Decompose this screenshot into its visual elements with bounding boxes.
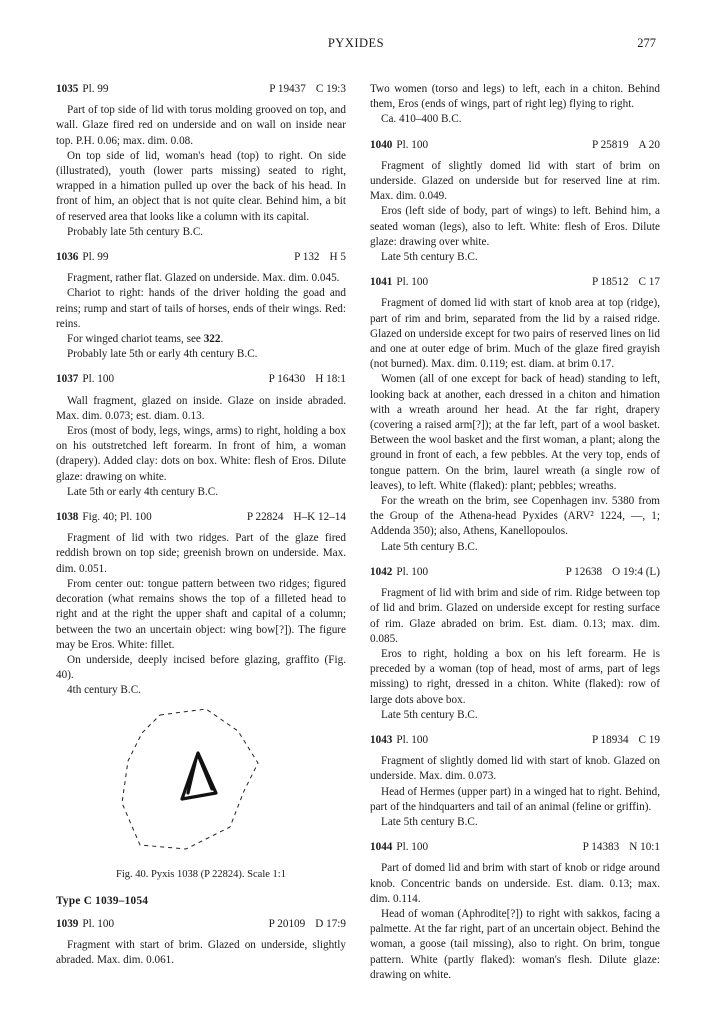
entry-paragraph (56, 332, 346, 347)
entry-date: Late 5th century B.C. (381, 540, 478, 553)
grid-ref: H 18:1 (315, 373, 346, 386)
catalogue-entry-1036 (56, 250, 346, 362)
entry-paragraph: Fragment of slightly domed lid with start of brim on underside. Glazed on underside but for reserved line at rim. Max. dim. 0.049. (370, 159, 660, 203)
entry-paragraph: Eros to right, holding a box on his left forearm. He is preceded by a woman (top of head, most of arms, part of legs missing) to right, dressed in a chiton. White (flaked): row of large dots above box. (370, 647, 660, 706)
entry-paragraph: Women (all of one except for back of head) standing to left, looking back at another, each dressed in a chiton and himation with a wreath around her head. At the far right, drapery (covering a raised arm[?]); at the far left, part of a wool basket. Between the wool basket and the first woman, a plant; along the ground in front of each, a few pebbles. At the very top, ends of tongue pattern. On the brim, laurel wreath (a single row of leaves), to left. White (flaked): plant; pebbles; wreaths. (370, 373, 660, 492)
plate-ref: Pl. 100 (396, 276, 429, 289)
reference-text: For winged chariot teams, see (67, 333, 204, 346)
catalogue-entry-1040 (370, 138, 660, 266)
catalogue-entry-1044 (370, 840, 660, 983)
grid-ref: C 19:3 (315, 83, 346, 95)
inventory-number: P 25819 (591, 138, 629, 151)
running-title: PYXIDES (327, 36, 385, 50)
entry-heading (370, 733, 660, 748)
cross-reference: 322 (203, 333, 221, 346)
entry-heading (370, 138, 660, 153)
grid-ref: D 17:9 (315, 917, 346, 930)
entry-number: 1035 (56, 83, 79, 95)
inventory-number: P 22824 (246, 511, 284, 524)
grid-ref: O 19:4 (L) (612, 565, 660, 578)
plate-ref: Pl. 100 (396, 733, 429, 746)
entry-paragraph: Fragment, rather flat. Glazed on underside. Max. dim. 0.045. (67, 272, 340, 285)
grid-ref: H–K 12–14 (293, 511, 346, 524)
entry-paragraph: Eros (left side of body, part of wings) to left. Behind him, a seated woman (legs), also to left. White: flesh of Eros. Dilute glaze: drawing over white. (370, 205, 660, 248)
catalogue-entry-1043 (370, 733, 660, 830)
plate-ref: Pl. 100 (82, 373, 115, 386)
inventory-number: P 132 (294, 251, 320, 264)
plate-ref: Pl. 100 (396, 138, 429, 151)
figure-40 (56, 707, 346, 857)
entry-paragraph: Part of domed lid and brim with start of knob or ridge around knob. Concentric bands on underside. Est. diam. 0.13; max. dim. 0.114. (370, 862, 660, 905)
entry-number: 1041 (370, 276, 393, 289)
catalogue-entry-1037 (56, 372, 346, 500)
entry-paragraph: Head of Hermes (upper part) in a winged hat to right. Behind, part of the hindquarters and tail of an animal (feline or griffin). (370, 785, 660, 813)
inventory-number: P 18934 (591, 733, 629, 746)
entry-heading (370, 275, 660, 290)
entry-number: 1043 (370, 733, 393, 746)
entry-heading (56, 917, 346, 932)
entry-paragraph: Fragment of lid with brim and side of rim. Ridge between top of lid and brim. Glazed on underside except for resting surface of rim. Glaze abraded on brim. Est. diam. 0.13; max. dim. 0.085. (370, 587, 660, 645)
entry-number: 1044 (370, 841, 393, 854)
running-header (56, 36, 656, 54)
plate-ref: Pl. 99 (82, 83, 109, 95)
entry-date: Late 5th century B.C. (381, 815, 478, 828)
entry-paragraph: From center out: tongue pattern between two ridges; figured decoration (what remains shows the top of a filleted head to right and at the right the upper shaft and capital of a column; between the two an uncertain object: wing bow[?]). The figure may be Eros. White: fillet. (56, 577, 346, 651)
entry-number: 1036 (56, 251, 79, 264)
catalogue-entry-1035 (56, 82, 346, 240)
entry-date: Late 5th century B.C. (381, 251, 478, 264)
plate-ref: Pl. 100 (396, 841, 429, 854)
plate-ref: Fig. 40; Pl. 100 (82, 511, 152, 524)
entry-date: Ca. 410–400 B.C. (381, 113, 462, 126)
entry-heading (56, 372, 346, 387)
entry-heading (56, 250, 346, 265)
entry-date: Probably late 5th or early 4th century B.C. (67, 348, 258, 361)
catalogue-entry-1042 (370, 565, 660, 723)
section-heading-type-c: Type C 1039–1054 (56, 894, 149, 907)
entry-number: 1038 (56, 511, 79, 524)
inventory-number: P 20109 (268, 917, 306, 930)
entry-number: 1039 (56, 917, 79, 930)
entry-number: 1040 (370, 138, 393, 151)
entry-date: 4th century B.C. (67, 684, 141, 697)
catalogue-entry-1041 (370, 275, 660, 555)
grid-ref: A 20 (638, 138, 660, 151)
grid-ref: C 17 (638, 276, 660, 289)
grid-ref: N 10:1 (629, 841, 660, 854)
inventory-number: P 18512 (591, 276, 629, 289)
entry-heading (56, 510, 346, 525)
entry-paragraph: On top side of lid, woman's head (top) to right. On side (illustrated), youth (lower parts missing) seated to right, wrapped in a himation pulled up over the back of his head. In front of him, an object that is not quite clear. Behind him, a bit of reserved area that looks like a column with its capital. (56, 149, 346, 223)
entry-paragraph: Wall fragment, glazed on inside. Glaze on inside abraded. Max. dim. 0.073; est. diam. 0.13. (56, 394, 346, 422)
inventory-number: P 12638 (565, 565, 603, 578)
entry-date: Late 5th or early 4th century B.C. (67, 485, 218, 498)
catalogue-entry-1039-continued (370, 82, 660, 128)
plate-ref: Pl. 100 (396, 565, 429, 578)
plate-ref: Pl. 100 (82, 917, 115, 930)
page-number: 277 (637, 36, 656, 50)
entry-paragraph: Fragment of domed lid with start of knob area at top (ridge), part of rim and brim, separated from the lid by a raised ridge. Glazed on underside except for two pairs of reserved lines on lid and one at outer edge of brim. Much of the glaze fired grayish (not burned). Max. dim. 0.119; est. diam. at brim 0.17. (370, 297, 660, 371)
entry-paragraph: Part of top side of lid with torus molding grooved on top, and wall. Glaze fired red on underside and on wall on inside near top. P.H. 0.06; max. dim. 0.08. (56, 104, 346, 147)
entry-paragraph: Chariot to right: hands of the driver holding the goad and reins; rump and start of tails of horses, ends of their wings. Red: reins. (56, 287, 346, 330)
graffito-drawing (116, 707, 296, 857)
entry-paragraph: Two women (torso and legs) to left, each in a chiton. Behind them, Eros (ends of wings, part of right leg) flying to right. (370, 83, 660, 111)
left-column (56, 82, 346, 969)
entry-paragraph: Eros (most of body, legs, wings, arms) to right, holding a box on his outstretched left forearm. In front of him, a woman (drapery). Added clay: dots on box. White: flesh of Eros. Dilute glaze: drawing on white. (56, 425, 346, 483)
figure-caption: Fig. 40. Pyxis 1038 (P 22824). Scale 1:1 (116, 868, 286, 880)
inventory-number: P 16430 (268, 373, 306, 386)
entry-heading (56, 82, 346, 97)
inventory-number: P 19437 (269, 83, 306, 95)
entry-date: Late 5th century B.C. (381, 708, 478, 721)
graffito-triangle (182, 753, 216, 799)
entry-paragraph: Fragment of slightly domed lid with start of knob. Glazed on underside. Max. dim. 0.073. (370, 755, 660, 783)
entry-heading (370, 565, 660, 580)
inventory-number: P 14383 (582, 841, 620, 854)
catalogue-entry-1039 (56, 917, 346, 969)
entry-date: Probably late 5th century B.C. (67, 225, 204, 238)
plate-ref: Pl. 99 (82, 251, 109, 264)
entry-paragraph: Fragment with start of brim. Glazed on underside, slightly abraded. Max. dim. 0.061. (56, 939, 346, 967)
entry-paragraph: Fragment of lid with two ridges. Part of the glaze fired reddish brown on top side; greenish brown on underside. Max. dim. 0.051. (56, 532, 346, 575)
entry-heading (370, 840, 660, 855)
entry-number: 1042 (370, 565, 393, 578)
entry-number: 1037 (56, 373, 79, 386)
entry-paragraph: Head of woman (Aphrodite[?]) to right with sakkos, facing a palmette. At the far right, part of an uncertain object. Behind the woman, a goose (tail missing), also to right. On brim, tongue pattern. White (partly flaked): woman's flesh. Dilute glaze: drawing on white. (370, 907, 660, 981)
catalogue-entry-1038 (56, 510, 346, 698)
right-column (370, 82, 660, 983)
entry-paragraph: On underside, deeply incised before glazing, graffito (Fig. 40). (56, 653, 346, 682)
punctuation: . (220, 333, 224, 346)
grid-ref: C 19 (638, 733, 660, 746)
grid-ref: H 5 (329, 251, 346, 264)
entry-paragraph: For the wreath on the brim, see Copenhagen inv. 5380 from the Group of the Athena-head Pyxides (ARV² 1224, —, 1; Addenda 350); also, Athens, Kanellopoulos. (370, 495, 660, 538)
